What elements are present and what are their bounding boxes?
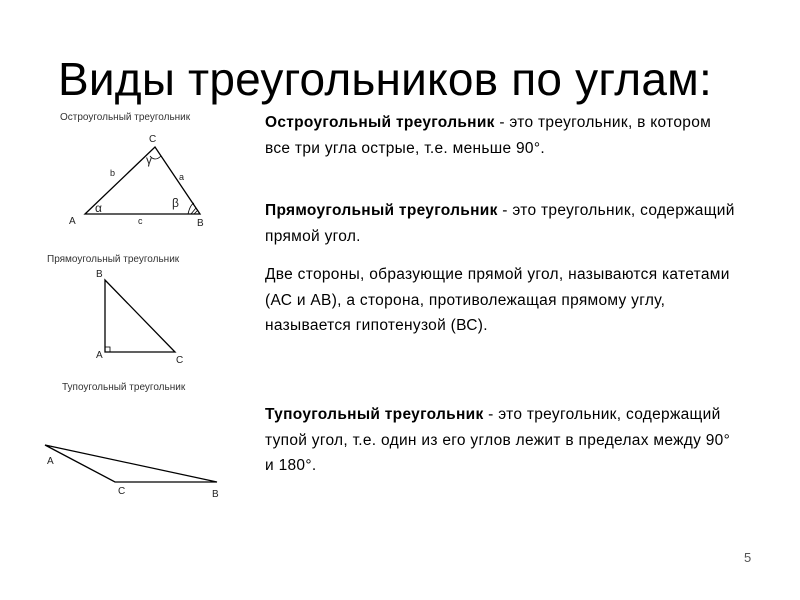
right-definition-text: - это треугольник, содержащий прямой угол. xyxy=(265,202,735,245)
obtuse-definition-text: - это треугольник, содержащий тупой угол, т.е. один из его углов лежит в пределах между 90° и 180°. xyxy=(265,406,731,474)
obtuse-term: Тупоугольный треугольник xyxy=(265,406,484,423)
acute-side-c: c xyxy=(138,216,143,226)
obtuse-triangle-caption: Тупоугольный треугольник xyxy=(62,382,186,393)
right-triangle-shape xyxy=(105,280,175,352)
acute-vertex-a: A xyxy=(69,216,76,227)
right-vertex-b: B xyxy=(96,269,103,280)
page-number: 5 xyxy=(744,550,752,565)
acute-term: Остроугольный треугольник xyxy=(265,114,495,131)
acute-definition xyxy=(265,110,735,161)
obtuse-triangle-figure xyxy=(40,435,230,505)
right-angle-marker xyxy=(105,347,110,352)
obtuse-vertex-b: B xyxy=(212,489,219,500)
acute-definition-text: - это треугольник, в котором все три угла острые, т.е. меньше 90°. xyxy=(265,114,712,157)
right-note: Две стороны, образующие прямой угол, называются катетами (АС и АВ), а сторона, противолежащая прямому углу, называется гипотенузой (ВС). xyxy=(265,266,730,334)
right-vertex-a: A xyxy=(96,350,103,361)
right-definition xyxy=(265,198,735,249)
acute-angle-beta: β xyxy=(172,196,179,210)
acute-vertex-b: B xyxy=(197,218,204,229)
acute-side-b: b xyxy=(110,168,116,178)
obtuse-definition xyxy=(265,402,735,479)
acute-angle-gamma: γ xyxy=(146,153,152,167)
acute-vertex-c: C xyxy=(149,134,157,145)
slide-title: Виды треугольников по углам: xyxy=(58,53,712,105)
right-vertex-c: C xyxy=(176,355,184,366)
right-term: Прямоугольный треугольник xyxy=(265,202,498,219)
right-triangle-figure xyxy=(90,265,200,365)
obtuse-triangle-shape xyxy=(45,445,217,482)
obtuse-vertex-c: C xyxy=(118,486,126,497)
acute-angle-alpha: α xyxy=(95,201,102,215)
acute-triangle-figure xyxy=(55,125,235,235)
acute-triangle-caption: Остроугольный треугольник xyxy=(60,112,191,123)
acute-side-a: a xyxy=(179,172,185,182)
obtuse-vertex-a: A xyxy=(47,456,54,467)
right-triangle-caption: Прямоугольный треугольник xyxy=(47,254,180,265)
